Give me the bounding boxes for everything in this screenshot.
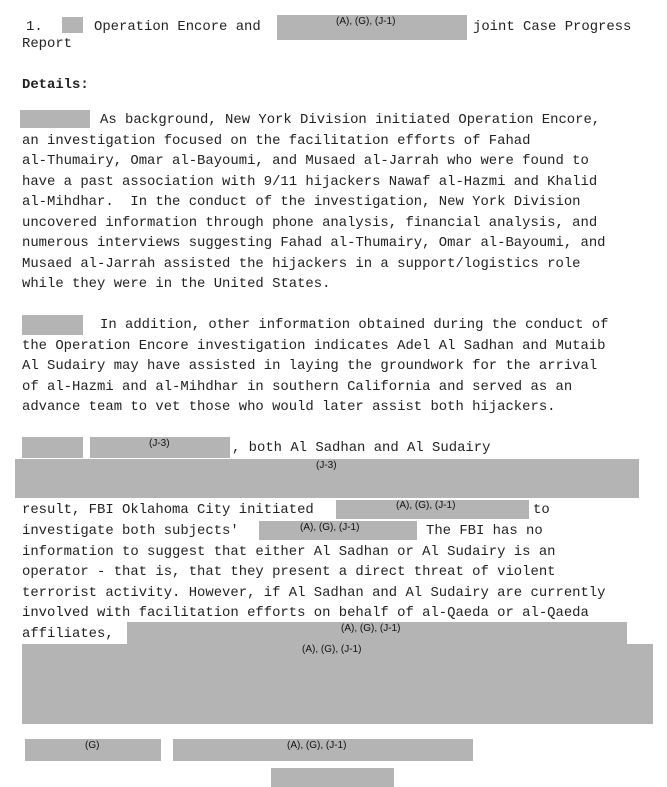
redaction-label: (A), (G), (J-1) xyxy=(396,500,456,511)
para3-line: information to suggest that either Al Sadhan or Al Sudairy is an xyxy=(22,543,556,560)
redaction-box xyxy=(22,644,653,724)
para3-line2a: result, FBI Oklahoma City initiated xyxy=(22,502,314,518)
redaction-label: (G) xyxy=(85,740,100,751)
para1-line: an investigation focused on the facilitation efforts of Fahad xyxy=(22,132,531,149)
para3-line: operator - that is, that they present a direct threat of violent xyxy=(22,564,556,580)
para3-line3a: investigate both subjects' xyxy=(22,523,239,539)
para1-line: numerous interviews suggesting Fahad al-Thumairy, Omar al-Bayoumi, and xyxy=(22,235,606,251)
redaction-label: (A), (G), (J-1) xyxy=(287,740,347,751)
para3-line3b: The FBI has no xyxy=(426,523,543,539)
details-label: Details: xyxy=(22,77,89,93)
para1-line: al-Mihdhar. In the conduct of the investigation, New York Division xyxy=(22,194,581,210)
para2-line: In addition, other information obtained during the conduct of xyxy=(100,317,609,333)
heading-part1: Operation Encore and xyxy=(94,19,261,35)
para1-line: Musaed al-Jarrah assisted the hijackers in a support/logistics role xyxy=(22,255,581,272)
para1-line: As background, New York Division initiated Operation Encore, xyxy=(100,112,601,128)
heading-part2: joint Case Progress xyxy=(473,19,632,35)
redaction-box xyxy=(22,437,83,458)
para3-line1: , both Al Sadhan and Al Sudairy xyxy=(232,440,491,456)
para3-last: affiliates, xyxy=(22,625,114,642)
redaction-box xyxy=(271,768,394,787)
para1-line: while they were in the United States. xyxy=(22,276,331,292)
redaction-label: (A), (G), (J-1) xyxy=(300,522,360,533)
redaction-label: (A), (G), (J-1) xyxy=(336,16,396,27)
redaction-box xyxy=(20,110,90,128)
para3-line2b: to xyxy=(533,502,550,518)
para1-line: uncovered information through phone analysis, financial analysis, and xyxy=(22,214,598,231)
para2-line: of al-Hazmi and al-Mihdhar in southern California and served as an xyxy=(22,378,573,395)
redaction-label: (J-3) xyxy=(149,438,170,449)
para2-line: Al Sudairy may have assisted in laying the groundwork for the arrival xyxy=(22,358,598,374)
heading-line2: Report xyxy=(22,36,73,52)
redaction-label: (A), (G), (J-1) xyxy=(302,644,362,655)
para2-line: the Operation Encore investigation indicates Adel Al Sadhan and Mutaib xyxy=(22,337,606,354)
para3-line: involved with facilitation efforts on behalf of al-Qaeda or al-Qaeda xyxy=(22,605,589,621)
redaction-box xyxy=(62,17,83,33)
section-number: 1. xyxy=(26,19,43,35)
redaction-box xyxy=(22,315,83,335)
redaction-label: (A), (G), (J-1) xyxy=(341,623,401,634)
para1-line: have a past association with 9/11 hijackers Nawaf al-Hazmi and Khalid xyxy=(22,173,598,190)
para3-line: terrorist activity. However, if Al Sadhan and Al Sudairy are currently xyxy=(22,584,606,601)
para2-line: advance team to vet those who would later assist both hijackers. xyxy=(22,399,556,415)
redaction-label: (J-3) xyxy=(316,460,337,471)
para1-line: al-Thumairy, Omar al-Bayoumi, and Musaed al-Jarrah who were found to xyxy=(22,153,589,169)
